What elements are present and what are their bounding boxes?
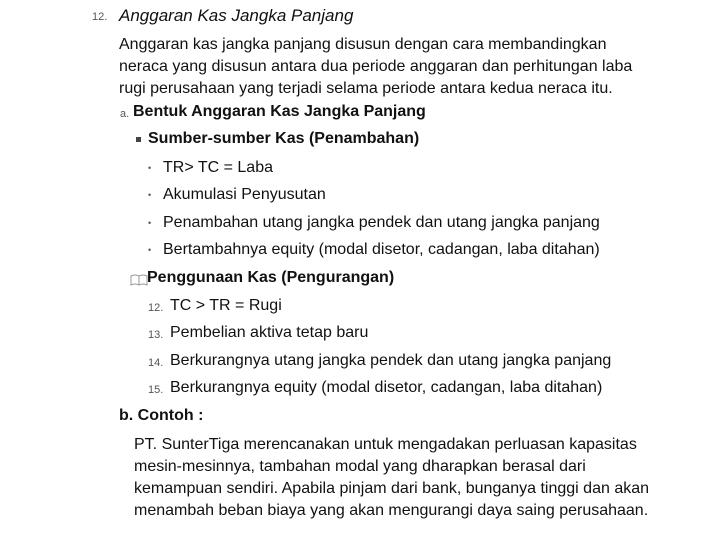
- section-b-title: b. Contoh :: [119, 407, 204, 424]
- section-a-title: Bentuk Anggaran Kas Jangka Panjang: [133, 103, 426, 120]
- intro-line: neraca yang disusun antara dua periode anggaran dan perhitungan laba: [119, 58, 633, 75]
- dot-bullet-icon: •: [148, 163, 152, 173]
- sources-title: Sumber-sumber Kas (Penambahan): [148, 130, 420, 147]
- example-line: mesin-mesinnya, tambahan modal yang dharapkan berasal dari: [134, 458, 586, 475]
- example-line: PT. SunterTiga merencanakan untuk mengadakan perluasan kapasitas: [134, 436, 637, 453]
- intro-line: Anggaran kas jangka panjang disusun dengan cara membandingkan: [119, 36, 607, 53]
- intro-line: rugi perusahaan yang terjadi selama periode antara kedua neraca itu.: [119, 80, 613, 97]
- uses-title: Penggunaan Kas (Pengurangan): [147, 269, 395, 286]
- dot-bullet-icon: •: [148, 245, 152, 255]
- source-item: Bertambahnya equity (modal disetor, cadangan, laba ditahan): [163, 241, 600, 258]
- source-item: Penambahan utang jangka pendek dan utang jangka panjang: [163, 214, 600, 231]
- use-item: Berkurangnya equity (modal disetor, cadangan, laba ditahan): [170, 379, 603, 396]
- section-a-marker: a.: [120, 108, 130, 120]
- example-line: kemampuan sendiri. Apabila pinjam dari bank, bunganya tinggi dan akan: [134, 480, 650, 497]
- heading-number: 12.: [92, 11, 108, 23]
- use-item: Berkurangnya utang jangka pendek dan utang jangka panjang: [170, 352, 612, 369]
- book-icon: [130, 273, 148, 287]
- use-item-number: 15.: [148, 384, 164, 396]
- use-item-number: 13.: [148, 329, 164, 341]
- example-line: menambah beban biaya yang akan mengurangi daya saing perusahaan.: [134, 502, 649, 519]
- use-item: Pembelian aktiva tetap baru: [170, 324, 369, 341]
- source-item: TR> TC = Laba: [163, 159, 273, 176]
- dot-bullet-icon: •: [148, 190, 152, 200]
- use-item-number: 14.: [148, 357, 164, 369]
- example-paragraph: [134, 434, 708, 522]
- source-item: Akumulasi Penyusutan: [163, 186, 326, 203]
- intro-paragraph: [119, 34, 709, 100]
- use-item-number: 12.: [148, 302, 164, 314]
- use-item: TC > TR = Rugi: [170, 297, 282, 314]
- heading-title: Anggaran Kas Jangka Panjang: [119, 6, 354, 25]
- dot-bullet-icon: •: [148, 218, 152, 228]
- square-bullet-icon: [136, 137, 141, 142]
